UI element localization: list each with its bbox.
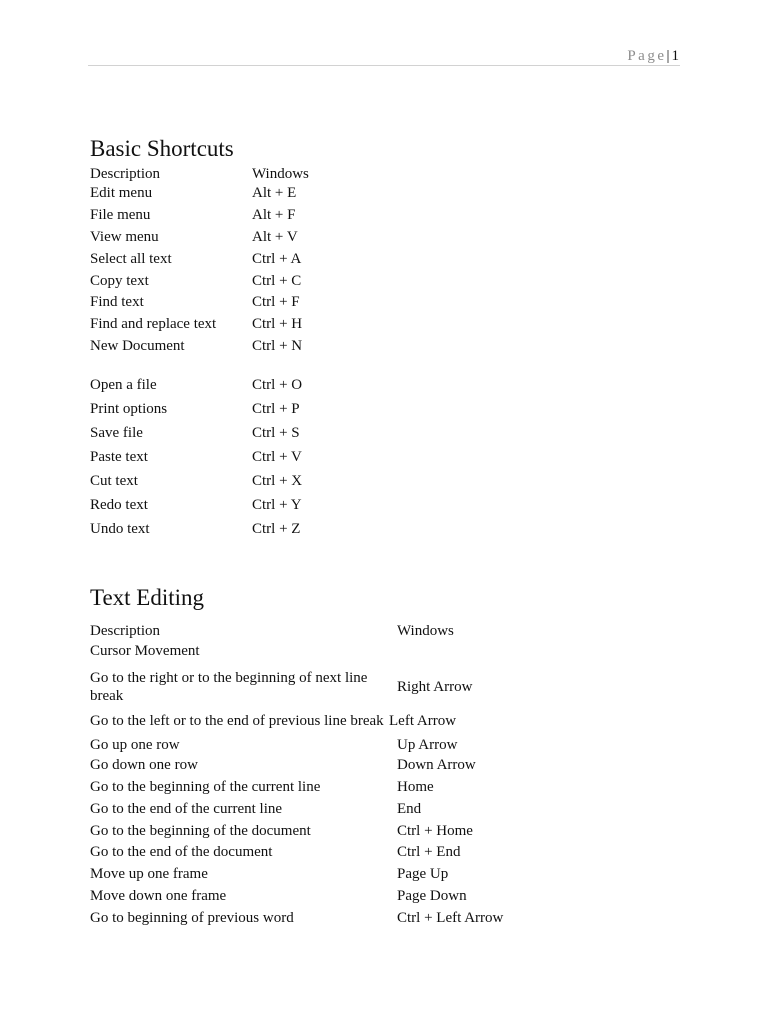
basic-col-windows: Windows xyxy=(252,166,309,182)
editing-col-windows: Windows xyxy=(397,623,454,639)
editing-row-windows: Up Arrow xyxy=(397,737,458,753)
editing-row-description: Go to beginning of previous word xyxy=(90,910,294,926)
basic-row-windows: Ctrl + H xyxy=(252,316,303,332)
basic-row-windows: Ctrl + O xyxy=(252,377,303,393)
basic-row-windows: Ctrl + Z xyxy=(252,521,301,537)
page-number-header xyxy=(627,48,679,65)
basic-shortcuts-title: Basic Shortcuts xyxy=(90,136,234,161)
editing-row-windows: Ctrl + Home xyxy=(397,823,473,839)
basic-row-description: Copy text xyxy=(90,273,149,289)
basic-row-description: Edit menu xyxy=(90,185,153,201)
basic-row-windows: Alt + E xyxy=(252,185,297,201)
basic-row-windows: Ctrl + X xyxy=(252,473,303,489)
editing-row-windows: Page Up xyxy=(397,866,449,882)
basic-row-windows: Alt + F xyxy=(252,207,296,223)
editing-row-description: Go to the right or to the beginning of next line break xyxy=(90,670,368,704)
basic-row-description: Select all text xyxy=(90,251,172,267)
basic-row-description: Undo text xyxy=(90,521,150,537)
page-label: Page xyxy=(627,48,667,64)
editing-row-windows: End xyxy=(397,801,422,817)
basic-row-description: View menu xyxy=(90,229,159,245)
basic-row-description: Save file xyxy=(90,425,143,441)
basic-row-description: File menu xyxy=(90,207,151,223)
basic-col-description: Description xyxy=(90,166,160,182)
basic-row-windows: Ctrl + C xyxy=(252,273,302,289)
editing-row-description: Move up one frame xyxy=(90,866,208,882)
page-separator: | xyxy=(666,48,670,64)
basic-row-windows: Ctrl + F xyxy=(252,294,300,310)
editing-row-windows: Right Arrow xyxy=(397,679,473,695)
page-number: 1 xyxy=(671,48,679,64)
header-divider xyxy=(88,65,680,66)
editing-row-description: Go down one row xyxy=(90,757,198,773)
editing-row-description: Go to the beginning of the document xyxy=(90,823,311,839)
editing-subheading: Cursor Movement xyxy=(90,643,200,659)
editing-col-description: Description xyxy=(90,623,160,639)
basic-row-description: Print options xyxy=(90,401,168,417)
editing-row-windows: Page Down xyxy=(397,888,467,904)
text-editing-title: Text Editing xyxy=(90,585,205,610)
editing-row-windows: Ctrl + End xyxy=(397,844,461,860)
editing-row-windows: Left Arrow xyxy=(389,713,457,729)
editing-row-description: Go to the beginning of the current line xyxy=(90,779,321,795)
basic-row-description: Redo text xyxy=(90,497,148,513)
editing-row-description: Go to the end of the current line xyxy=(90,801,283,817)
editing-row-description: Go up one row xyxy=(90,737,180,753)
editing-row-windows: Ctrl + Left Arrow xyxy=(397,910,504,926)
basic-row-description: Cut text xyxy=(90,473,138,489)
editing-row-description: Go to the left or to the end of previous line break xyxy=(90,713,384,729)
basic-row-description: Find text xyxy=(90,294,144,310)
basic-row-windows: Ctrl + Y xyxy=(252,497,302,513)
basic-row-windows: Ctrl + V xyxy=(252,449,302,465)
basic-row-windows: Ctrl + A xyxy=(252,251,302,267)
basic-row-windows: Ctrl + S xyxy=(252,425,300,441)
editing-row-windows: Down Arrow xyxy=(397,757,476,773)
basic-row-description: Open a file xyxy=(90,377,157,393)
editing-row-description: Move down one frame xyxy=(90,888,227,904)
basic-row-description: Find and replace text xyxy=(90,316,217,332)
editing-row-description: Go to the end of the document xyxy=(90,844,273,860)
basic-row-description: Paste text xyxy=(90,449,148,465)
basic-row-description: New Document xyxy=(90,338,185,354)
basic-row-windows: Ctrl + P xyxy=(252,401,300,417)
editing-row-windows: Home xyxy=(397,779,434,795)
basic-row-windows: Ctrl + N xyxy=(252,338,303,354)
basic-row-windows: Alt + V xyxy=(252,229,298,245)
